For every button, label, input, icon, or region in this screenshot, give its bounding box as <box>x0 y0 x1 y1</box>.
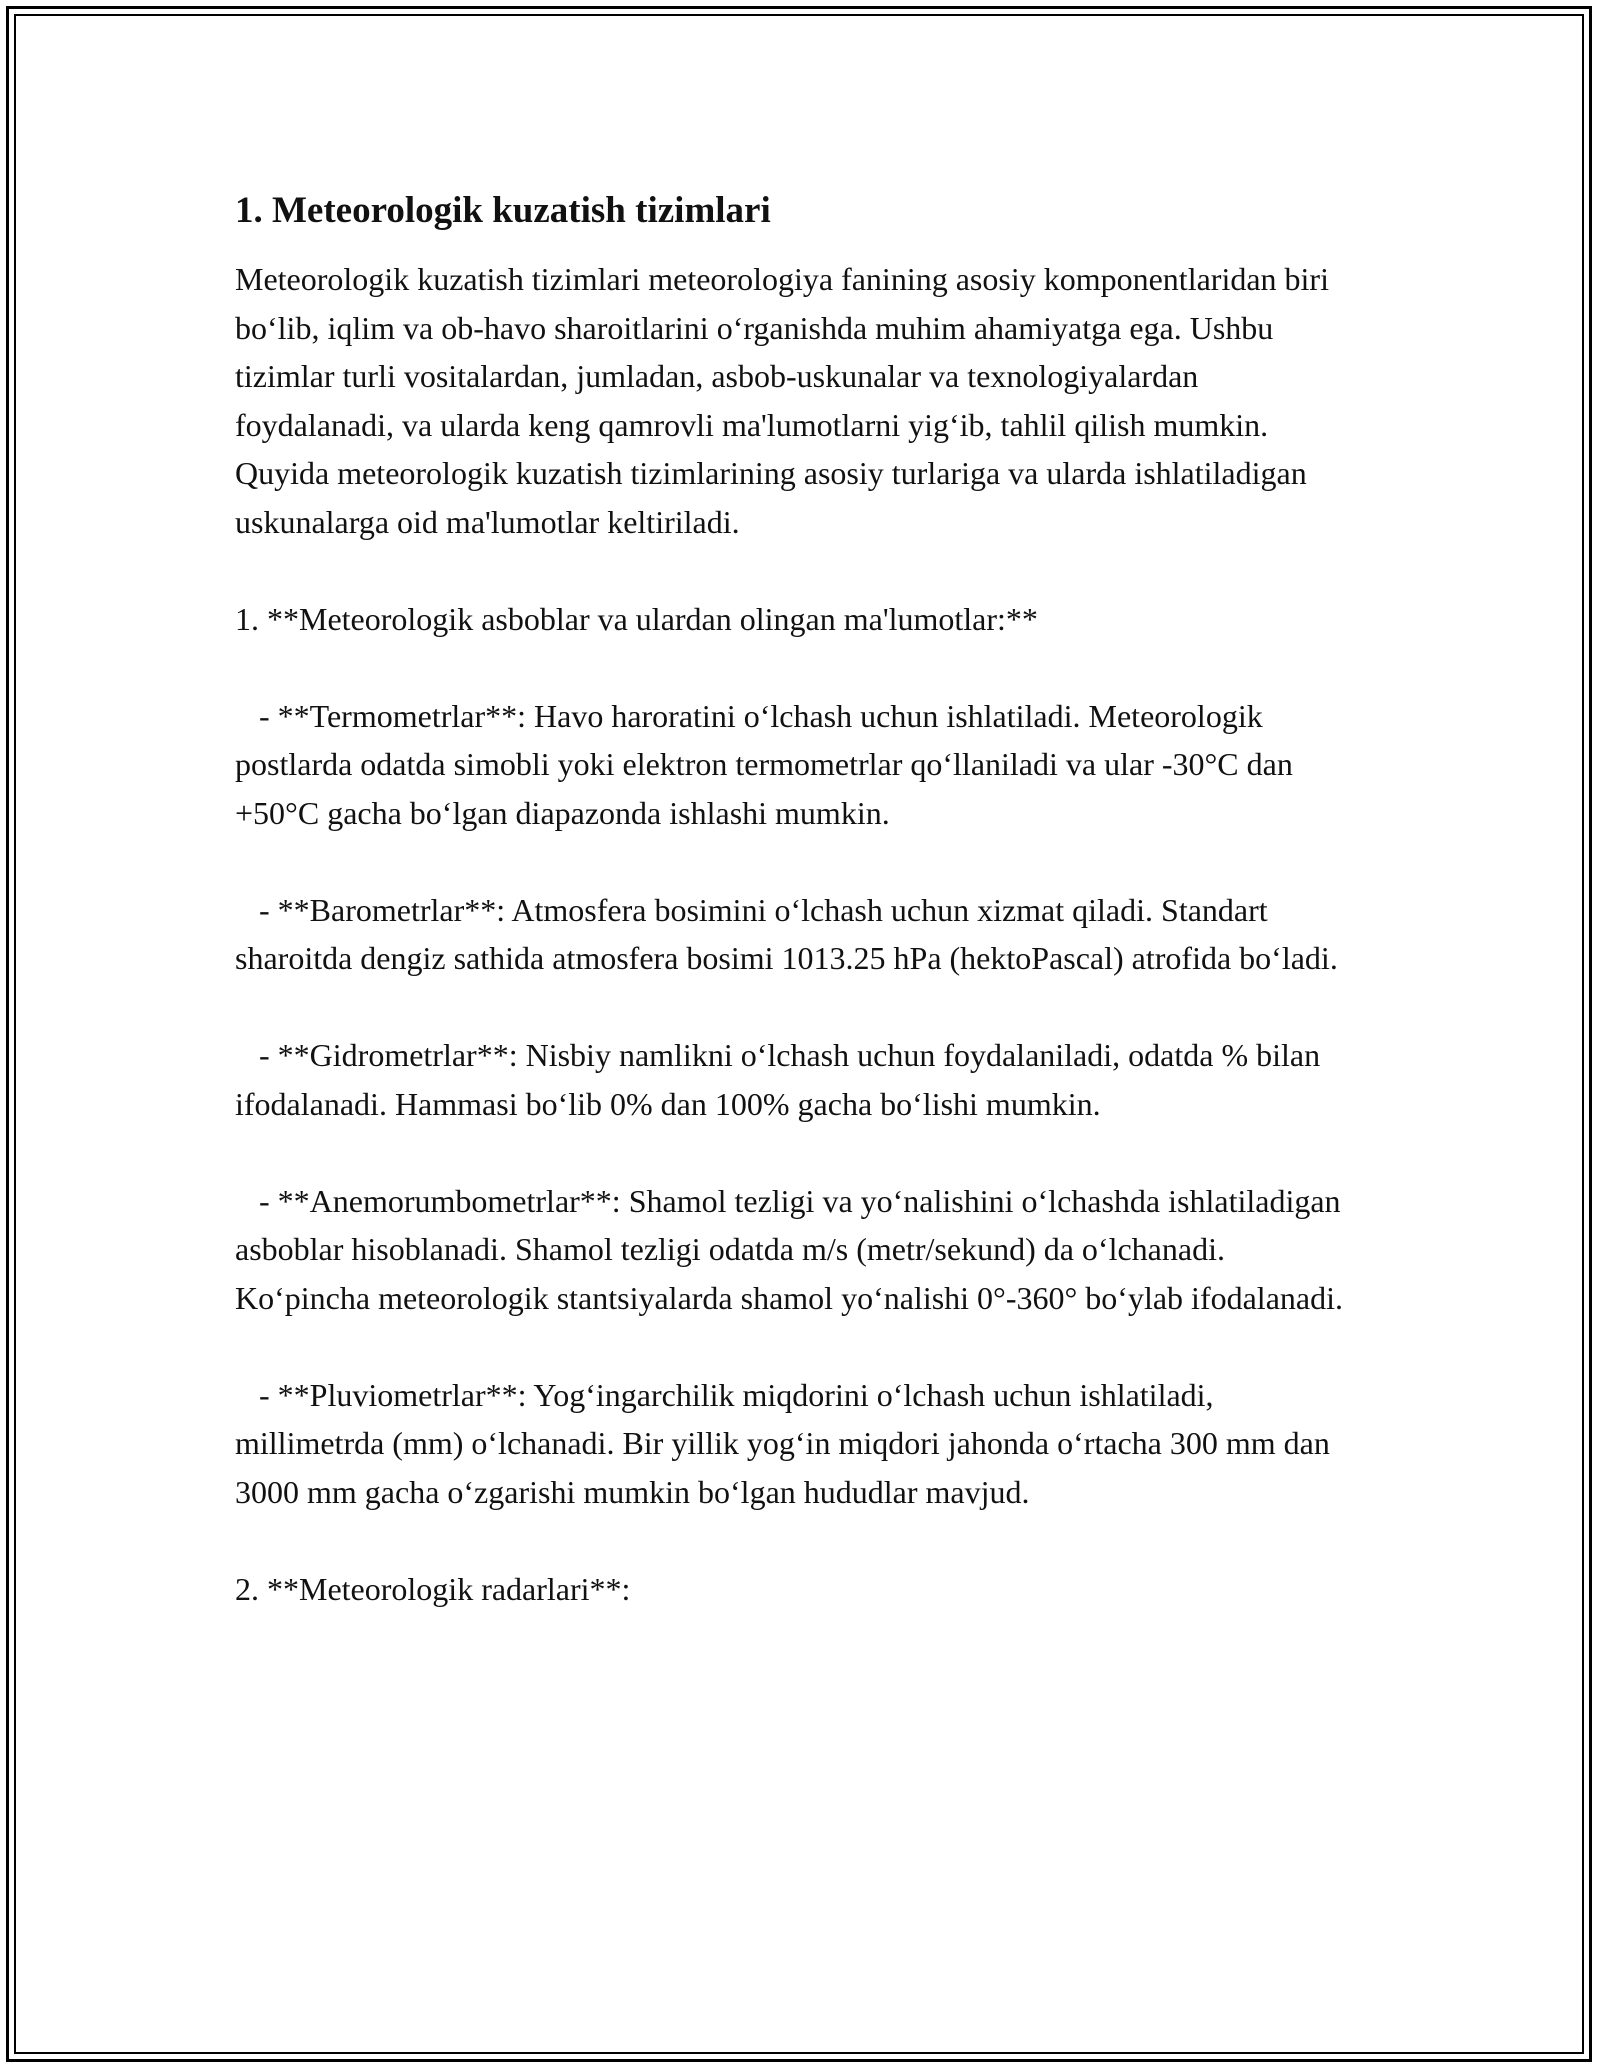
item-barometrlar <box>235 886 1365 983</box>
paragraph-gap <box>235 643 1365 692</box>
item-gidrometrlar <box>235 1031 1365 1128</box>
section-2-heading: 2. **Meteorologik radarlari**: <box>235 1570 631 1607</box>
document-title: 1. Meteorologik kuzatish tizimlari <box>235 190 771 231</box>
item-text: - **Barometrlar**: Atmosfera bosimini o‘lchash uchun xizmat qiladi. Standart sharoitda dengiz sathida atmosfera bosimi 1013.25 hPa (hektoPascal) atrofida bo‘ladi. <box>235 891 1338 976</box>
item-anemorumbometrlar <box>235 1177 1365 1323</box>
paragraph-gap <box>235 546 1365 595</box>
item-text: - **Gidrometrlar**: Nisbiy namlikni o‘lchash uchun foydalaniladi, odatda % bilan ifodalanadi. Hammasi bo‘lib 0% dan 100% gacha bo‘lishi mumkin. <box>235 1037 1321 1122</box>
document-body <box>235 187 1365 1613</box>
item-pluviometrlar <box>235 1371 1365 1517</box>
item-text: - **Termometrlar**: Havo haroratini o‘lchash uchun ishlatiladi. Meteorologik postlarda odatda simobli yoki elektron termometrlar qo‘llaniladi va ular -30°C dan +50°C gacha bo‘lgan diapazonda ishlashi mumkin. <box>235 697 1293 831</box>
item-termometrlar <box>235 692 1365 838</box>
paragraph-gap <box>235 1128 1365 1177</box>
paragraph-gap <box>235 983 1365 1032</box>
item-text: - **Anemorumbometrlar**: Shamol tezligi va yo‘nalishini o‘lchashda ishlatiladigan asboblar hisoblanadi. Shamol tezligi odatda m/s (metr/sekund) da o‘lchanadi. Ko‘pincha meteorologik stantsiyalarda shamol yo‘nalishi 0°-360° bo‘ylab ifodalanadi. <box>235 1182 1343 1316</box>
intro-paragraph: Meteorologik kuzatish tizimlari meteorologiya fanining asosiy komponentlaridan biri bo‘lib, iqlim va ob-havo sharoitlarini o‘rganishda muhim ahamiyatga ega. Ushbu tizimlar turli vositalardan, jumladan, asbob-uskunalar va texnologiyalardan foydalanadi, va ularda keng qamrovli ma'lumotlarni yig‘ib, tahlil qilish mumkin. Quyida meteorologik kuzatish tizimlarining asosiy turlariga va ularda ishlatiladigan uskunalarga oid ma'lumotlar keltiriladi. <box>235 261 1329 540</box>
paragraph-gap <box>235 1322 1365 1371</box>
item-text: - **Pluviometrlar**: Yog‘ingarchilik miqdorini o‘lchash uchun ishlatiladi, millimetrda (mm) o‘lchanadi. Bir yillik yog‘in miqdori jahonda o‘rtacha 300 mm dan 3000 mm gacha o‘zgarishi mumkin bo‘lgan hududlar mavjud. <box>235 1376 1330 1510</box>
paragraph-gap <box>235 837 1365 886</box>
section-1-heading: 1. **Meteorologik asboblar va ulardan olingan ma'lumotlar:** <box>235 600 1038 637</box>
paragraph-gap <box>235 1516 1365 1565</box>
